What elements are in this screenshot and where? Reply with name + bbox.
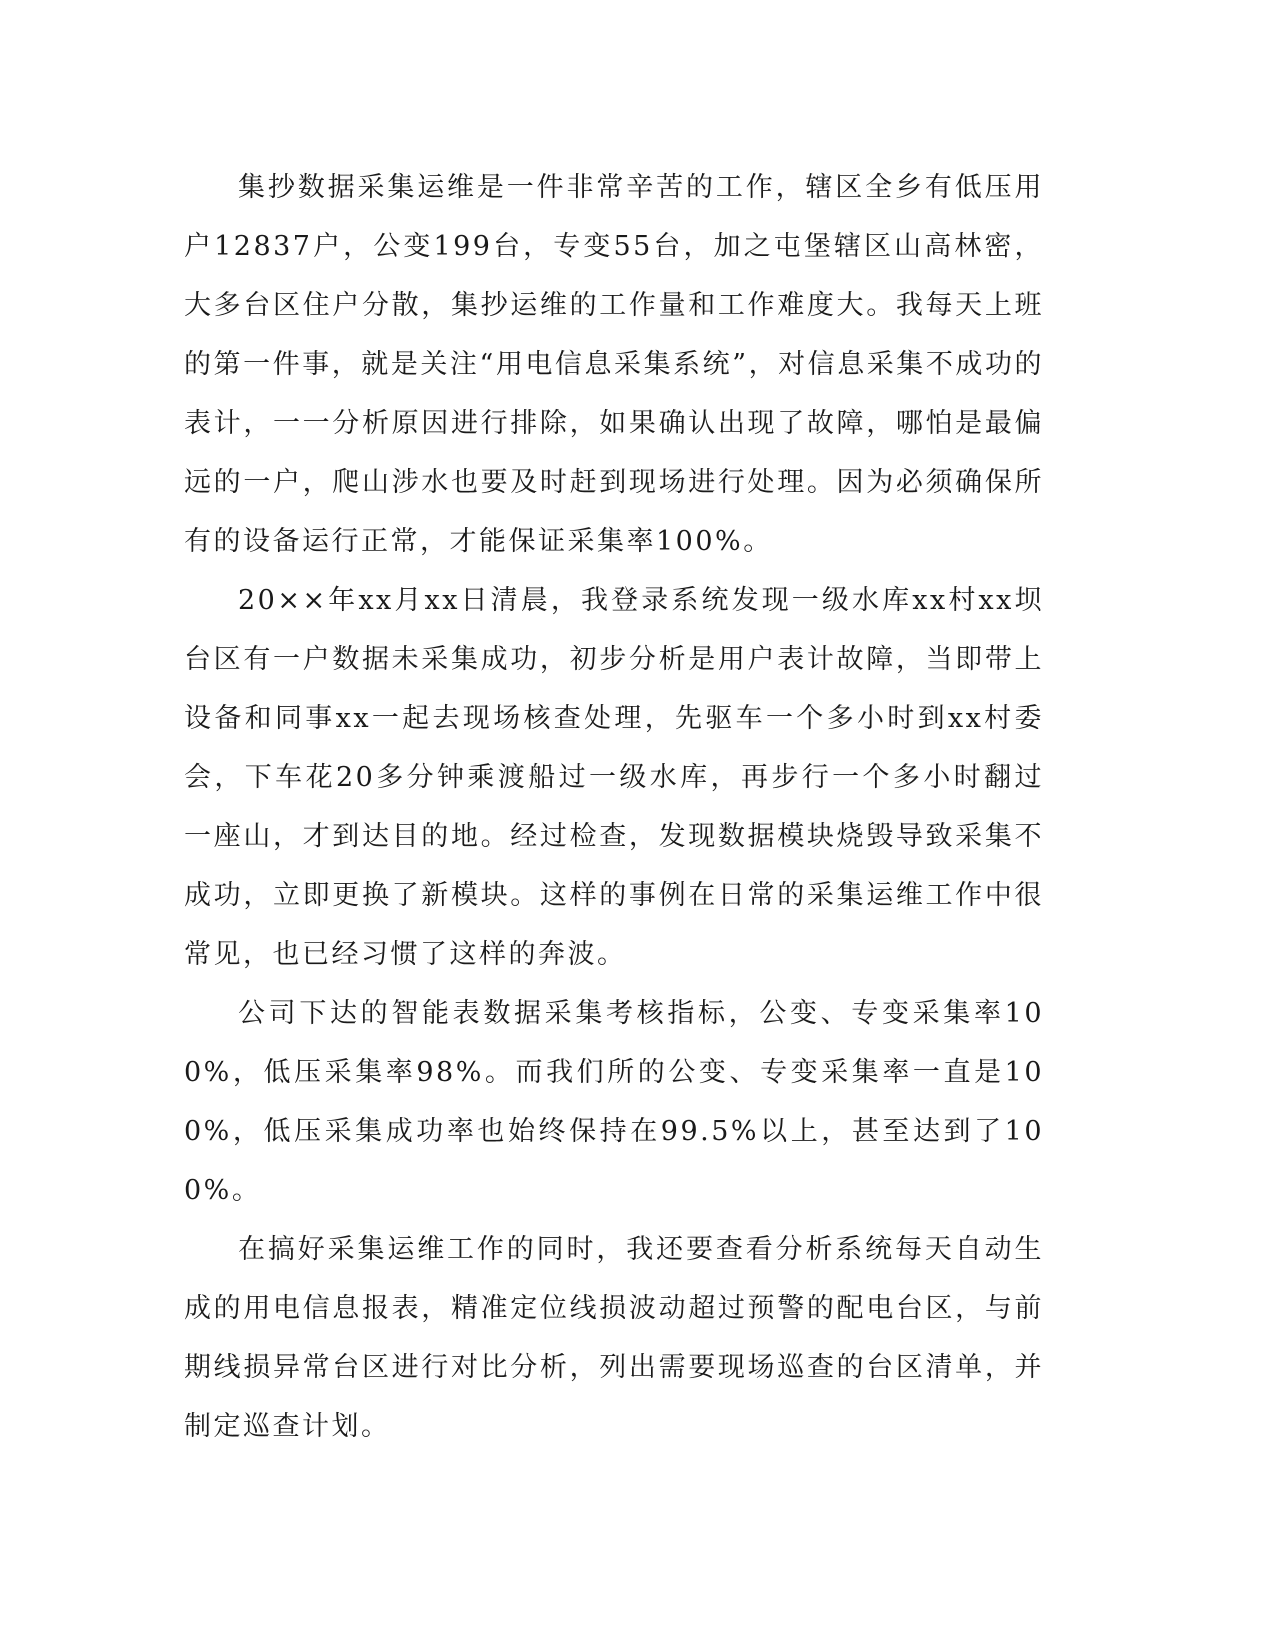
paragraph-3: 公司下达的智能表数据采集考核指标，公变、专变采集率100%，低压采集率98%。而我们所的公变、专变采集率一直是100%，低压采集成功率也始终保持在99.5%以上，甚至达到了100%。 bbox=[184, 998, 1044, 1206]
paragraph-2: 20××年xx月xx日清晨，我登录系统发现一级水库xx村xx坝台区有一户数据未采集成功，初步分析是用户表计故障，当即带上设备和同事xx一起去现场核查处理，先驱车一个多小时到xx村委会，下车花20多分钟乘渡船过一级水库，再步行一个多小时翻过一座山，才到达目的地。经过检查，发现数据模块烧毁导致采集不成功，立即更换了新模块。这样的事例在日常的采集运维工作中很常见，也已经习惯了这样的奔波。 bbox=[184, 585, 1044, 970]
document-body bbox=[184, 158, 1044, 1456]
paragraph-1: 集抄数据采集运维是一件非常辛苦的工作，辖区全乡有低压用户12837户，公变199台，专变55台，加之屯堡辖区山高林密，大多台区住户分散，集抄运维的工作量和工作难度大。我每天上班的第一件事，就是关注“用电信息采集系统”，对信息采集不成功的表计，一一分析原因进行排除，如果确认出现了故障，哪怕是最偏远的一户，爬山涉水也要及时赶到现场进行处理。因为必须确保所有的设备运行正常，才能保证采集率100%。 bbox=[184, 172, 1044, 557]
paragraph-4: 在搞好采集运维工作的同时，我还要查看分析系统每天自动生成的用电信息报表，精准定位线损波动超过预警的配电台区，与前期线损异常台区进行对比分析，列出需要现场巡查的台区清单，并制定巡查计划。 bbox=[184, 1234, 1044, 1442]
